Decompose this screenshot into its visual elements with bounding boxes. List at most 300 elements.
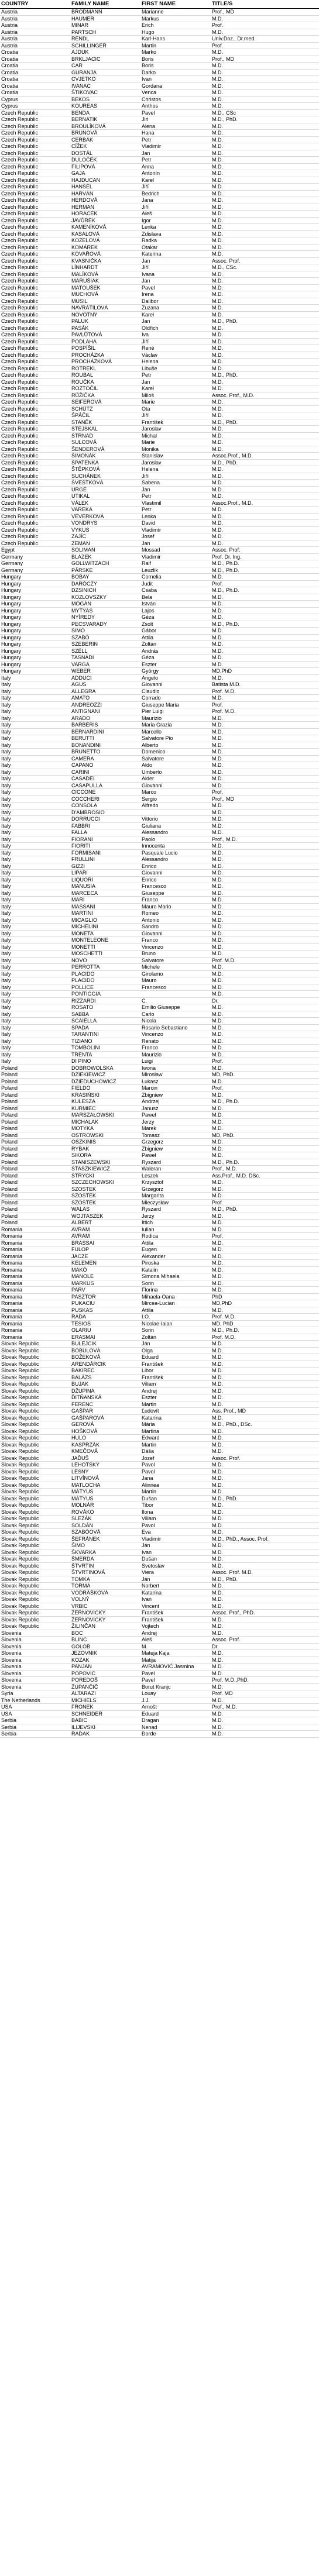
- cell-family-name: MOSCHETTI: [70, 950, 140, 958]
- cell-first-name: Cornelia: [140, 574, 211, 581]
- cell-first-name: Jan: [140, 378, 211, 385]
- cell-family-name: GAŠPAROVÁ: [70, 1414, 140, 1421]
- cell-country: Germany: [0, 567, 70, 574]
- cell-first-name: Anthos: [140, 103, 211, 110]
- cell-country: Czech Republic: [0, 217, 70, 224]
- cell-country: Czech Republic: [0, 412, 70, 419]
- cell-titles: Assoc. Prof., PhD.: [211, 1610, 319, 1617]
- table-row: [0, 1516, 319, 1523]
- cell-family-name: HARVÁN: [70, 190, 140, 197]
- cell-titles: M.D.: [211, 594, 319, 601]
- cell-country: Hungary: [0, 574, 70, 581]
- cell-family-name: CAMERA: [70, 755, 140, 762]
- table-row: [0, 513, 319, 520]
- table-row: [0, 1664, 319, 1671]
- cell-first-name: Ľudovít: [140, 1408, 211, 1415]
- cell-family-name: CASAPULLA: [70, 782, 140, 789]
- cell-family-name: BRODMANN: [70, 9, 140, 16]
- cell-country: Czech Republic: [0, 264, 70, 271]
- table-row: [0, 1132, 319, 1139]
- cell-country: Italy: [0, 964, 70, 971]
- table-row: [0, 634, 319, 641]
- table-row: [0, 1058, 319, 1065]
- cell-country: Austria: [0, 15, 70, 22]
- cell-titles: M.D.: [211, 1266, 319, 1273]
- cell-titles: M.D., PhD., Assoc. Prof.: [211, 1535, 319, 1542]
- cell-country: Poland: [0, 1166, 70, 1173]
- cell-titles: M.D.: [211, 991, 319, 998]
- table-row: [0, 1152, 319, 1159]
- cell-titles: M.D.: [211, 271, 319, 278]
- cell-country: Poland: [0, 1186, 70, 1193]
- cell-family-name: CERBÁK: [70, 136, 140, 143]
- cell-titles: M.D.: [211, 655, 319, 662]
- cell-family-name: CVJETKO: [70, 76, 140, 83]
- cell-family-name: ZAJÍC: [70, 533, 140, 540]
- cell-titles: M.D.: [211, 614, 319, 621]
- table-row: [0, 1307, 319, 1314]
- cell-family-name: CAPANO: [70, 762, 140, 769]
- cell-family-name: PUKACIU: [70, 1300, 140, 1307]
- column-header-family-name: FAMILY NAME: [70, 0, 140, 9]
- cell-first-name: František: [140, 1374, 211, 1381]
- cell-family-name: NAVRÁTILOVÁ: [70, 305, 140, 312]
- cell-first-name: Vladimír: [140, 1535, 211, 1542]
- table-row: [0, 1414, 319, 1421]
- cell-titles: M.D.: [211, 338, 319, 345]
- cell-titles: M.D., Ph.D.: [211, 567, 319, 574]
- table-row: [0, 1616, 319, 1623]
- cell-country: Serbia: [0, 1724, 70, 1731]
- cell-first-name: Pavel: [140, 284, 211, 291]
- cell-country: Slovak Republic: [0, 1341, 70, 1348]
- cell-first-name: Marcin: [140, 1085, 211, 1092]
- cell-family-name: AMATO: [70, 695, 140, 702]
- table-row: [0, 890, 319, 897]
- cell-country: Italy: [0, 795, 70, 803]
- cell-titles: M.D.: [211, 856, 319, 863]
- cell-titles: M.D.: [211, 123, 319, 130]
- table-row: [0, 594, 319, 601]
- cell-country: Slovak Republic: [0, 1368, 70, 1375]
- table-row: [0, 1199, 319, 1206]
- table-row: [0, 970, 319, 977]
- cell-first-name: Innocenta: [140, 843, 211, 850]
- table-row: [0, 567, 319, 574]
- cell-family-name: ŠMERDA: [70, 1556, 140, 1563]
- cell-titles: M.D.: [211, 897, 319, 904]
- cell-family-name: RIZZARDI: [70, 997, 140, 1004]
- cell-country: Czech Republic: [0, 230, 70, 237]
- cell-country: Romania: [0, 1266, 70, 1273]
- cell-family-name: BRKLJACIC: [70, 56, 140, 63]
- cell-titles: M.D.: [211, 1361, 319, 1368]
- table-row: [0, 849, 319, 856]
- cell-titles: M.D., Ph.D.: [211, 1159, 319, 1166]
- cell-country: Slovak Republic: [0, 1556, 70, 1563]
- cell-titles: Prof. M.D.: [211, 708, 319, 715]
- cell-titles: M.D.: [211, 278, 319, 285]
- cell-first-name: Dáša: [140, 1448, 211, 1455]
- cell-family-name: SCAIELLA: [70, 1018, 140, 1025]
- cell-titles: Prof. MD: [211, 1690, 319, 1697]
- cell-titles: M.D.: [211, 345, 319, 352]
- cell-country: Italy: [0, 890, 70, 897]
- cell-titles: M.D., Ph.D.: [211, 621, 319, 628]
- cell-first-name: Stanislav: [140, 453, 211, 460]
- cell-titles: Prof.: [211, 1085, 319, 1092]
- cell-first-name: Michele: [140, 964, 211, 971]
- table-row: [0, 507, 319, 514]
- table-row: [0, 1670, 319, 1677]
- cell-first-name: Jana: [140, 1475, 211, 1482]
- table-row: [0, 325, 319, 332]
- cell-first-name: Dalibor: [140, 298, 211, 305]
- cell-first-name: Géza: [140, 655, 211, 662]
- cell-titles: PhD: [211, 1293, 319, 1300]
- table-row: [0, 614, 319, 621]
- table-row: [0, 903, 319, 910]
- cell-family-name: MINAR: [70, 22, 140, 29]
- cell-family-name: PÄRSKE: [70, 567, 140, 574]
- cell-country: Serbia: [0, 1717, 70, 1724]
- table-row: [0, 1408, 319, 1415]
- cell-first-name: Piroska: [140, 1260, 211, 1267]
- cell-family-name: AVRAM: [70, 1226, 140, 1233]
- cell-first-name: Eduard: [140, 1354, 211, 1361]
- cell-family-name: GOLOB: [70, 1643, 140, 1650]
- cell-country: Poland: [0, 1139, 70, 1146]
- table-row: [0, 1159, 319, 1166]
- cell-country: Czech Republic: [0, 493, 70, 500]
- cell-country: Slovak Republic: [0, 1468, 70, 1475]
- cell-country: Slovenia: [0, 1664, 70, 1671]
- cell-first-name: Giuliana: [140, 822, 211, 829]
- cell-titles: M.D.: [211, 412, 319, 419]
- cell-country: Poland: [0, 1118, 70, 1125]
- cell-family-name: ADDUCI: [70, 674, 140, 681]
- cell-country: Italy: [0, 1011, 70, 1018]
- cell-family-name: FIORANI: [70, 836, 140, 843]
- cell-country: Czech Republic: [0, 224, 70, 231]
- cell-first-name: Romeo: [140, 910, 211, 917]
- table-row: [0, 553, 319, 560]
- cell-titles: M.D.: [211, 1368, 319, 1375]
- cell-first-name: Luigi: [140, 1058, 211, 1065]
- cell-family-name: MATLOCHA: [70, 1482, 140, 1489]
- cell-first-name: Miloš: [140, 392, 211, 399]
- cell-first-name: Arnošt: [140, 1704, 211, 1711]
- cell-titles: M.D.: [211, 82, 319, 89]
- cell-country: Czech Republic: [0, 109, 70, 116]
- cell-family-name: AVRAM: [70, 1233, 140, 1240]
- table-row: [0, 1139, 319, 1146]
- cell-country: Italy: [0, 897, 70, 904]
- cell-titles: M.D.: [211, 432, 319, 439]
- cell-first-name: Krzysztof: [140, 1179, 211, 1186]
- table-row: [0, 157, 319, 164]
- cell-family-name: TOMKA: [70, 1576, 140, 1583]
- cell-family-name: HAJDUCAN: [70, 177, 140, 184]
- cell-first-name: Katarína: [140, 1414, 211, 1421]
- cell-family-name: SCHNEIDER: [70, 1710, 140, 1717]
- cell-family-name: ANTIGNANI: [70, 708, 140, 715]
- cell-titles: M.D.: [211, 76, 319, 83]
- cell-first-name: Andrej: [140, 1387, 211, 1394]
- cell-family-name: PASÁK: [70, 325, 140, 332]
- cell-country: Czech Republic: [0, 372, 70, 379]
- table-row: [0, 1260, 319, 1267]
- cell-first-name: I.O.: [140, 1314, 211, 1321]
- cell-titles: M.D.: [211, 1549, 319, 1556]
- cell-country: Italy: [0, 930, 70, 937]
- cell-titles: Dr.: [211, 1643, 319, 1650]
- cell-family-name: BROULÍKOVÁ: [70, 123, 140, 130]
- cell-first-name: Martina: [140, 1428, 211, 1435]
- cell-country: Slovak Republic: [0, 1516, 70, 1523]
- cell-titles: M.D.: [211, 1468, 319, 1475]
- table-row: [0, 897, 319, 904]
- cell-family-name: ARENDÁRCIK: [70, 1361, 140, 1368]
- table-row: [0, 1320, 319, 1327]
- cell-country: Czech Republic: [0, 251, 70, 258]
- cell-country: Slovak Republic: [0, 1502, 70, 1509]
- cell-titles: M.D.: [211, 1260, 319, 1267]
- cell-first-name: Petr: [140, 493, 211, 500]
- cell-family-name: TESIOS: [70, 1320, 140, 1327]
- cell-family-name: PROCHÁZKOVÁ: [70, 359, 140, 366]
- cell-first-name: Vincenzo: [140, 1031, 211, 1038]
- cell-titles: M.D., PhD.: [211, 116, 319, 123]
- cell-first-name: Ivana: [140, 271, 211, 278]
- table-row: [0, 82, 319, 89]
- cell-first-name: Zuzana: [140, 305, 211, 312]
- table-row: [0, 1293, 319, 1300]
- cell-country: Italy: [0, 957, 70, 964]
- table-row: [0, 170, 319, 177]
- table-row: [0, 419, 319, 426]
- cell-first-name: Anna: [140, 163, 211, 170]
- cell-country: Slovak Republic: [0, 1583, 70, 1590]
- cell-titles: M.D.: [211, 217, 319, 224]
- cell-titles: M.D.: [211, 150, 319, 157]
- cell-country: Czech Republic: [0, 284, 70, 291]
- cell-titles: M.D.: [211, 883, 319, 890]
- cell-family-name: POSPÍŠIL: [70, 345, 140, 352]
- cell-family-name: PODLAHA: [70, 338, 140, 345]
- table-row: [0, 1549, 319, 1556]
- cell-first-name: Giuseppe Maria: [140, 701, 211, 708]
- cell-family-name: KRASIŃSKI: [70, 1091, 140, 1098]
- cell-family-name: FIORITI: [70, 843, 140, 850]
- cell-first-name: Josef: [140, 533, 211, 540]
- table-row: [0, 722, 319, 729]
- cell-titles: M.D.: [211, 829, 319, 836]
- table-row: [0, 1724, 319, 1731]
- cell-country: Cyprus: [0, 96, 70, 103]
- cell-titles: M.D., CSc: [211, 109, 319, 116]
- cell-titles: M.D.: [211, 298, 319, 305]
- cell-country: Slovak Republic: [0, 1562, 70, 1569]
- cell-family-name: SZOSTEK: [70, 1193, 140, 1200]
- cell-family-name: PLACIDO: [70, 970, 140, 977]
- table-row: [0, 1172, 319, 1179]
- table-row: [0, 1226, 319, 1233]
- table-row: [0, 1509, 319, 1516]
- cell-family-name: BOŽEKOVÁ: [70, 1354, 140, 1361]
- cell-first-name: Petr: [140, 507, 211, 514]
- cell-titles: M.D.: [211, 473, 319, 480]
- table-row: [0, 291, 319, 298]
- cell-titles: Assoc. Prof.: [211, 257, 319, 264]
- table-row: [0, 9, 319, 16]
- table-row: [0, 856, 319, 863]
- cell-titles: M.D.: [211, 1186, 319, 1193]
- table-row: [0, 1455, 319, 1462]
- cell-first-name: Vincent: [140, 1603, 211, 1610]
- cell-first-name: Mária: [140, 1421, 211, 1428]
- cell-country: Romania: [0, 1226, 70, 1233]
- cell-family-name: TOMBOLINI: [70, 1045, 140, 1052]
- table-row: [0, 190, 319, 197]
- cell-titles: M.D.: [211, 1529, 319, 1536]
- cell-titles: M.D.: [211, 513, 319, 520]
- cell-first-name: Marie: [140, 399, 211, 406]
- cell-country: Hungary: [0, 648, 70, 655]
- cell-country: Italy: [0, 816, 70, 823]
- cell-first-name: Andrej: [140, 1630, 211, 1637]
- cell-first-name: Viliam: [140, 1381, 211, 1388]
- cell-country: Hungary: [0, 601, 70, 608]
- cell-country: Italy: [0, 943, 70, 950]
- cell-country: Slovak Republic: [0, 1482, 70, 1489]
- cell-first-name: Gordana: [140, 82, 211, 89]
- cell-country: Czech Republic: [0, 480, 70, 487]
- cell-country: Slovak Republic: [0, 1549, 70, 1556]
- cell-family-name: DŽUPINA: [70, 1387, 140, 1394]
- table-row: [0, 803, 319, 810]
- cell-country: The Netherlands: [0, 1697, 70, 1704]
- cell-family-name: JEZOVNIK: [70, 1650, 140, 1657]
- cell-first-name: Jiří: [140, 204, 211, 211]
- cell-country: Slovenia: [0, 1637, 70, 1644]
- cell-first-name: Jiří: [140, 264, 211, 271]
- table-row: [0, 1717, 319, 1724]
- cell-country: Romania: [0, 1300, 70, 1307]
- cell-titles: M.D.: [211, 1347, 319, 1354]
- table-row: [0, 130, 319, 137]
- cell-titles: M.D.: [211, 1105, 319, 1112]
- cell-family-name: ŠVESTKOVÁ: [70, 480, 140, 487]
- cell-first-name: Ivan: [140, 1596, 211, 1603]
- cell-country: Czech Republic: [0, 170, 70, 177]
- cell-first-name: Jiří: [140, 473, 211, 480]
- cell-titles: M.D.: [211, 648, 319, 655]
- cell-first-name: Eduard: [140, 1710, 211, 1717]
- cell-family-name: SIMÓ: [70, 628, 140, 635]
- cell-family-name: PARV: [70, 1287, 140, 1294]
- cell-country: Czech Republic: [0, 419, 70, 426]
- cell-titles: M.D.: [211, 1542, 319, 1549]
- cell-country: Slovak Republic: [0, 1589, 70, 1596]
- cell-family-name: KAMENÍKOVÁ: [70, 224, 140, 231]
- cell-first-name: Martin: [140, 1401, 211, 1408]
- table-row: [0, 177, 319, 184]
- cell-titles: M.D.: [211, 507, 319, 514]
- table-row: [0, 668, 319, 675]
- cell-country: Hungary: [0, 621, 70, 628]
- table-row: [0, 466, 319, 473]
- cell-first-name: Jan: [140, 486, 211, 493]
- table-row: [0, 876, 319, 883]
- cell-titles: M.D.: [211, 1213, 319, 1220]
- cell-first-name: Petr: [140, 157, 211, 164]
- cell-country: Slovenia: [0, 1657, 70, 1664]
- table-row: [0, 89, 319, 97]
- cell-titles: M.D.: [211, 311, 319, 318]
- table-row: [0, 1018, 319, 1025]
- table-row: [0, 708, 319, 715]
- table-row: [0, 1562, 319, 1569]
- cell-country: Czech Republic: [0, 392, 70, 399]
- cell-titles: M.D.: [211, 184, 319, 191]
- cell-first-name: Domenico: [140, 749, 211, 756]
- table-row: [0, 143, 319, 150]
- cell-country: Romania: [0, 1233, 70, 1240]
- cell-family-name: ŠTVRTINOVÁ: [70, 1569, 140, 1576]
- cell-family-name: MARI: [70, 897, 140, 904]
- cell-first-name: Marianne: [140, 9, 211, 16]
- cell-family-name: SZÉLL: [70, 648, 140, 655]
- cell-first-name: Marko: [140, 49, 211, 56]
- cell-family-name: POLLICE: [70, 984, 140, 991]
- cell-titles: M.D.: [211, 863, 319, 870]
- cell-family-name: DULOČEK: [70, 157, 140, 164]
- cell-first-name: Karel: [140, 385, 211, 392]
- cell-country: Poland: [0, 1206, 70, 1213]
- cell-family-name: SZEBERIN: [70, 641, 140, 648]
- cell-family-name: ŠIMONÁK: [70, 453, 140, 460]
- cell-titles: M.D.: [211, 237, 319, 244]
- cell-first-name: Katalin: [140, 1266, 211, 1273]
- table-row: [0, 392, 319, 399]
- cell-first-name: Radka: [140, 237, 211, 244]
- cell-first-name: András: [140, 648, 211, 655]
- table-row: [0, 318, 319, 325]
- cell-family-name: OSTROWSKI: [70, 1132, 140, 1139]
- cell-family-name: BRASSAI: [70, 1239, 140, 1246]
- cell-country: Hungary: [0, 628, 70, 635]
- cell-country: Slovak Republic: [0, 1428, 70, 1435]
- cell-first-name: Jiří: [140, 338, 211, 345]
- table-row: [0, 587, 319, 594]
- cell-first-name: Pavel: [140, 109, 211, 116]
- cell-family-name: CÍŽEK: [70, 143, 140, 150]
- cell-country: Poland: [0, 1091, 70, 1098]
- cell-first-name: Maurizio: [140, 715, 211, 722]
- cell-family-name: COCCHERI: [70, 795, 140, 803]
- cell-first-name: Rodica: [140, 1233, 211, 1240]
- cell-first-name: Ivan: [140, 76, 211, 83]
- cell-family-name: ŠEFRÁNEK: [70, 1535, 140, 1542]
- cell-first-name: František: [140, 1610, 211, 1617]
- cell-country: Poland: [0, 1105, 70, 1112]
- table-row: [0, 1556, 319, 1563]
- cell-country: Italy: [0, 674, 70, 681]
- cell-family-name: WALAS: [70, 1206, 140, 1213]
- table-row: [0, 1361, 319, 1368]
- cell-first-name: Alessandro: [140, 856, 211, 863]
